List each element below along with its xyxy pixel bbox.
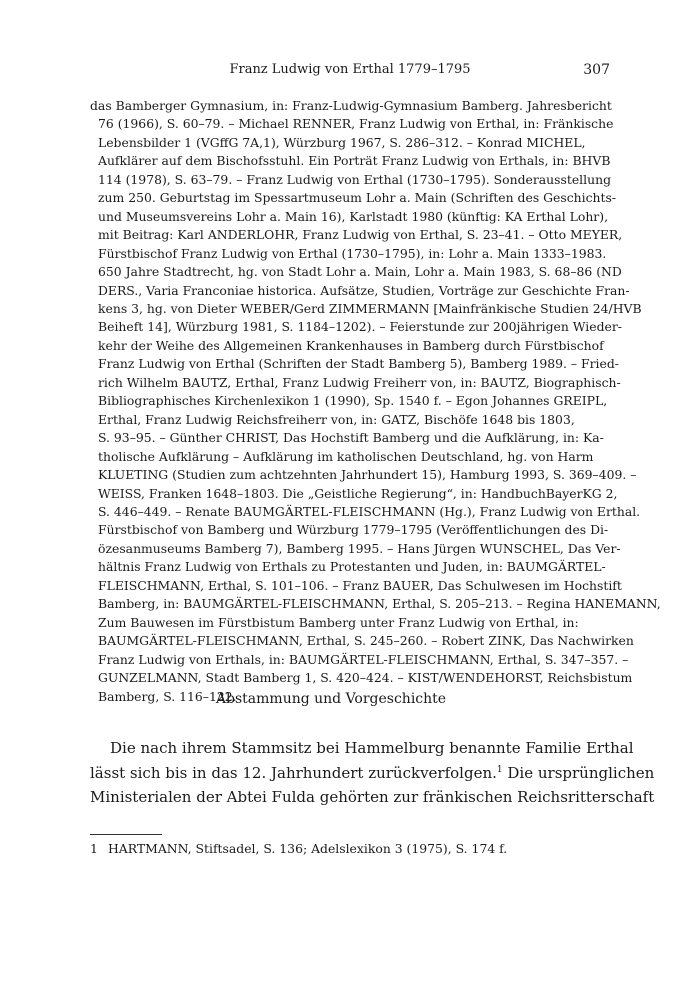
body-line [90, 761, 655, 786]
bibliography-line: Fürstbischof Franz Ludwig von Erthal (1730–1795), in: Lohr a. Main 1333–1983. [98, 245, 607, 261]
bibliography-line: 114 (1978), S. 63–79. – Franz Ludwig von Erthal (1730–1795). Sonderausstellung [98, 171, 611, 187]
bibliography-line: 76 (1966), S. 60–79. – Michael RENNER, Franz Ludwig von Erthal, in: Fränkische [98, 116, 614, 132]
bibliography-line: rich Wilhelm BAUTZ, Erthal, Franz Ludwig Freiherr von, in: BAUTZ, Biographisch- [98, 374, 621, 390]
bibliography-line: Erthal, Franz Ludwig Reichsfreiherr von, in: GATZ, Bischöfe 1648 bis 1803, [98, 411, 575, 427]
bibliography-line: Fürstbischof von Bamberg und Würzburg 1779–1795 (Veröffentlichungen des Di- [98, 522, 609, 538]
section-heading: Abstammung und Vorgeschichte [215, 691, 447, 707]
body-line-text: Die ursprünglichen [507, 763, 655, 782]
bibliography-line: Franz Ludwig von Erthal (Schriften der Stadt Bamberg 5), Bamberg 1989. – Fried- [98, 356, 619, 372]
bibliography-line: WEISS, Franken 1648–1803. Die „Geistliche Regierung“, in: HandbuchBayerKG 2, [98, 485, 618, 501]
bibliography-line: özesanmuseums Bamberg 7), Bamberg 1995. – Hans Jürgen WUNSCHEL, Das Ver- [98, 540, 621, 556]
bibliography-line: 650 Jahre Stadtrecht, hg. von Stadt Lohr a. Main, Lohr a. Main 1983, S. 68–86 (ND [98, 264, 622, 280]
bibliography-block [90, 97, 661, 706]
bibliography-line: Bamberg, S. 116–122. [98, 688, 237, 704]
bibliography-line: KLUETING (Studien zum achtzehnten Jahrhundert 15), Hamburg 1993, S. 369–409. – [98, 467, 637, 483]
bibliography-line: Zum Bauwesen im Fürstbistum Bamberg unter Franz Ludwig von Erthal, in: [98, 614, 579, 630]
bibliography-line: zum 250. Geburtstag im Spessartmuseum Lohr a. Main (Schriften des Geschichts- [98, 190, 617, 206]
body-line: Ministerialen der Abtei Fulda gehörten zur fränkischen Reichsritterschaft [90, 788, 655, 806]
bibliography-line: tholische Aufklärung – Aufklärung im katholischen Deutschland, hg. von Harm [98, 448, 594, 464]
page-number: 307 [583, 62, 610, 78]
bibliography-line: und Museumsvereins Lohr a. Main 16), Karlstadt 1980 (künftig: KA Erthal Lohr), [98, 208, 609, 224]
bibliography-line: FLEISCHMANN, Erthal, S. 101–106. – Franz BAUER, Das Schulwesen im Hochstift [98, 577, 622, 593]
bibliography-line: Beiheft 14], Würzburg 1981, S. 1184–1202). – Feierstunde zur 200jährigen Wieder- [98, 319, 622, 335]
bibliography-line: das Bamberger Gymnasium, in: Franz-Ludwig-Gymnasium Bamberg. Jahresbericht [90, 98, 612, 113]
bibliography-line: GUNZELMANN, Stadt Bamberg 1, S. 420–424. – KIST/WENDEHORST, Reichsbistum [98, 670, 633, 686]
body-line: Die nach ihrem Stammsitz bei Hammelburg benannte Familie Erthal [110, 739, 634, 757]
bibliography-line: S. 446–449. – Renate BAUMGÄRTEL-FLEISCHMANN (Hg.), Franz Ludwig von Erthal. [98, 503, 641, 519]
footnote-reference[interactable]: 1 [496, 764, 503, 775]
footnote-divider [90, 834, 162, 835]
bibliography-line: kehr der Weihe des Allgemeinen Krankenhauses in Bamberg durch Fürstbischof [98, 337, 604, 353]
bibliography-line: hältnis Franz Ludwig von Erthals zu Protestanten und Juden, in: BAUMGÄRTEL- [98, 559, 606, 575]
body-paragraph [90, 736, 655, 810]
body-line-text: lässt sich bis in das 12. Jahrhundert zurückverfolgen. [90, 763, 497, 782]
footnote-text: HARTMANN, Stiftsadel, S. 136; Adelslexikon 3 (1975), S. 174 f. [108, 841, 508, 856]
bibliography-line: Bamberg, in: BAUMGÄRTEL-FLEISCHMANN, Erthal, S. 205–213. – Regina HANEMANN, [98, 596, 661, 612]
bibliography-line: Lebensbilder 1 (VGffG 7A,1), Würzburg 1967, S. 286–312. – Konrad MICHEL, [98, 134, 586, 150]
running-title: Franz Ludwig von Erthal 1779–1795 [229, 62, 471, 77]
bibliography-line: S. 93–95. – Günther CHRIST, Das Hochstift Bamberg und die Aufklärung, in: Ka- [98, 430, 604, 446]
bibliography-line: BAUMGÄRTEL-FLEISCHMANN, Erthal, S. 245–260. – Robert ZINK, Das Nachwirken [98, 633, 634, 649]
footnote-number: 1 [90, 841, 98, 856]
bibliography-line: kens 3, hg. von Dieter WEBER/Gerd ZIMMERMANN [Mainfränkische Studien 24/HVB [98, 300, 642, 316]
footnote [90, 840, 572, 858]
bibliography-line: Aufklärer auf dem Bischofsstuhl. Ein Porträt Franz Ludwig von Erthals, in: BHVB [98, 153, 611, 169]
bibliography-line: mit Beitrag: Karl ANDERLOHR, Franz Ludwig von Erthal, S. 23–41. – Otto MEYER, [98, 227, 623, 243]
bibliography-line: Franz Ludwig von Erthals, in: BAUMGÄRTEL-FLEISCHMANN, Erthal, S. 347–357. – [98, 651, 629, 667]
bibliography-line: Bibliographisches Kirchenlexikon 1 (1990), Sp. 1540 f. – Egon Johannes GREIPL, [98, 393, 608, 409]
bibliography-line: DERS., Varia Franconiae historica. Aufsätze, Studien, Vorträge zur Geschichte Fran- [98, 282, 630, 298]
